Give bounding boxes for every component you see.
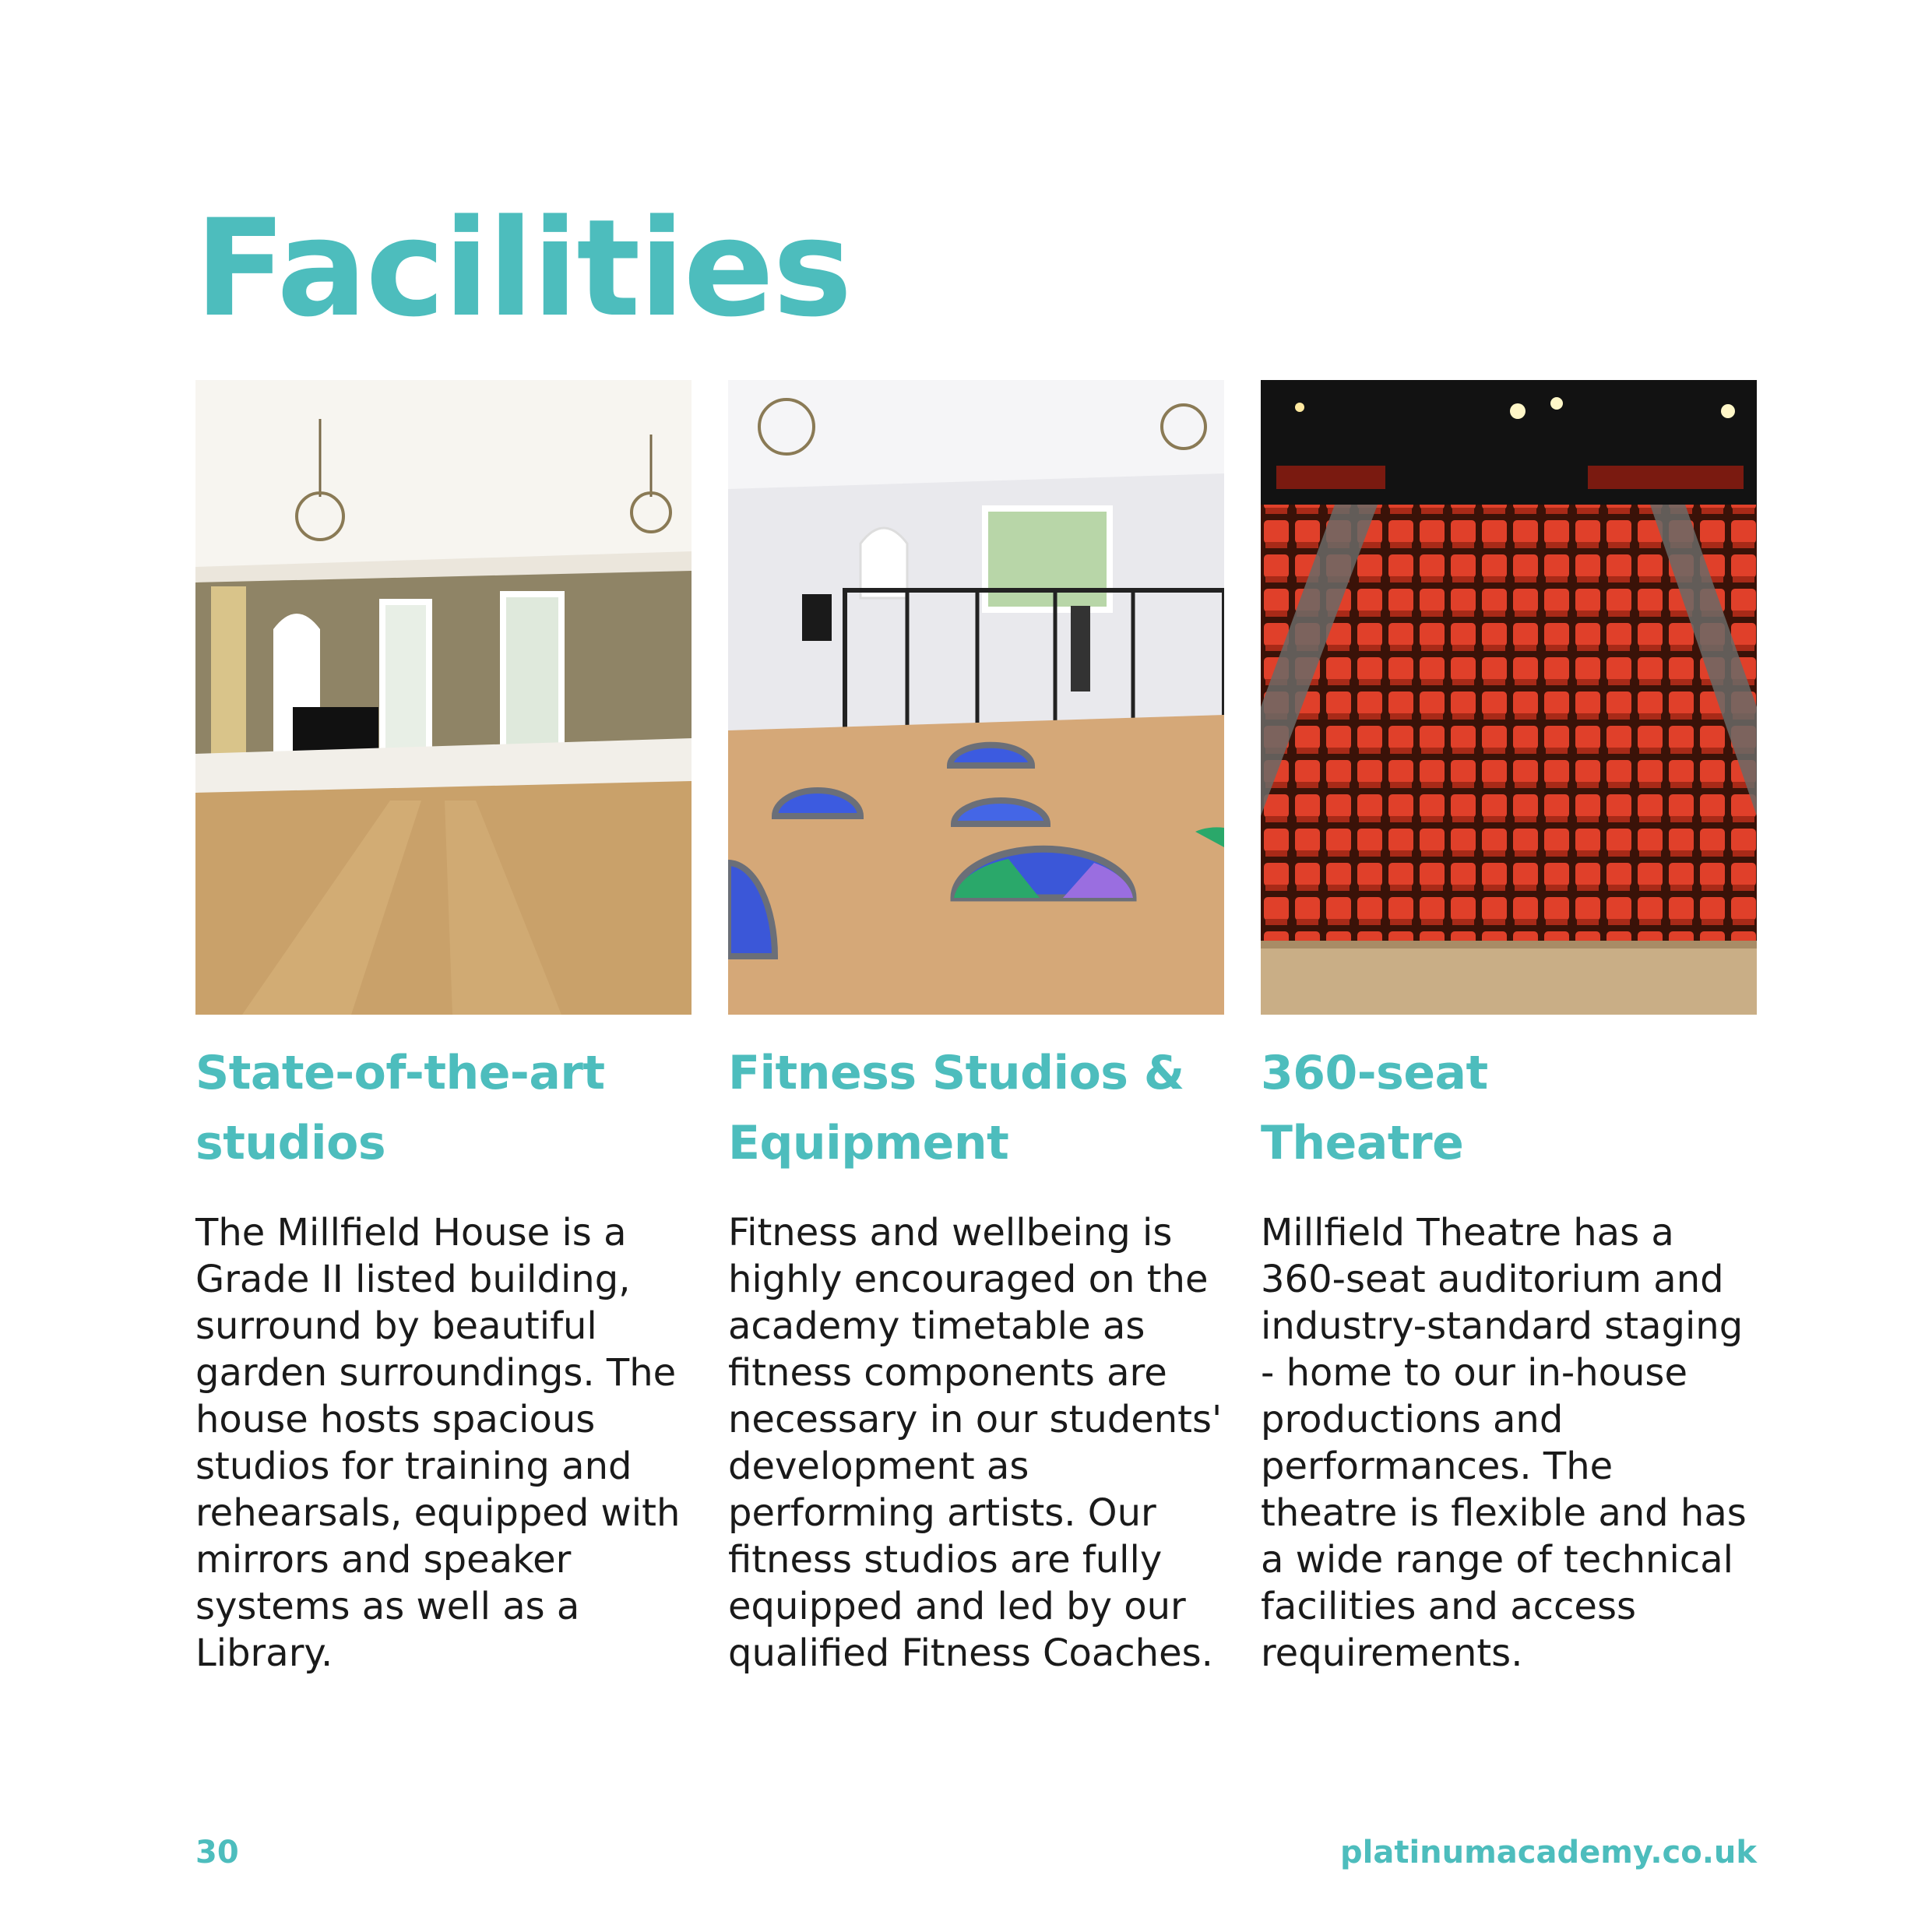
facility-heading — [728, 1038, 1224, 1178]
page-title: Facilities — [195, 190, 851, 347]
heading-line-1: State-of-the-art — [195, 1046, 605, 1100]
studio-room-photo — [195, 380, 692, 1015]
page-number: 30 — [195, 1835, 239, 1870]
facility-heading — [1261, 1038, 1757, 1178]
facility-card-theatre — [1261, 380, 1757, 1677]
facility-card-studios — [195, 380, 692, 1677]
theatre-seating-photo — [1261, 380, 1757, 1015]
heading-line-2: studios — [195, 1116, 386, 1170]
website-link[interactable]: platinumacademy.co.uk — [1340, 1835, 1757, 1870]
facility-heading — [195, 1038, 692, 1178]
heading-line-1: 360-seat — [1261, 1046, 1488, 1100]
heading-line-1: Fitness Studios & — [728, 1046, 1184, 1100]
facility-description: Millfield Theatre has a 360-seat auditorium and industry-standard staging - home to our in-house productions and performances. The theatre is flexible and has a wide range of technical facilities and access requirements. — [1261, 1211, 1747, 1675]
heading-line-2: Theatre — [1261, 1116, 1464, 1170]
facility-description: Fitness and wellbeing is highly encouraged on the academy timetable as fitness components are necessary in our students' development as performing artists. Our fitness studios are fully equipped and led by our qualified Fitness Coaches. — [728, 1211, 1223, 1675]
facility-description: The Millfield House is a Grade II listed building, surround by beautiful garden surroundings. The house hosts spacious studios for training and rehearsals, equipped with mirrors and speaker systems as well as a Library. — [195, 1211, 681, 1675]
fitness-studio-photo — [728, 380, 1224, 1015]
facility-card-fitness — [728, 380, 1224, 1677]
heading-line-2: Equipment — [728, 1116, 1009, 1170]
